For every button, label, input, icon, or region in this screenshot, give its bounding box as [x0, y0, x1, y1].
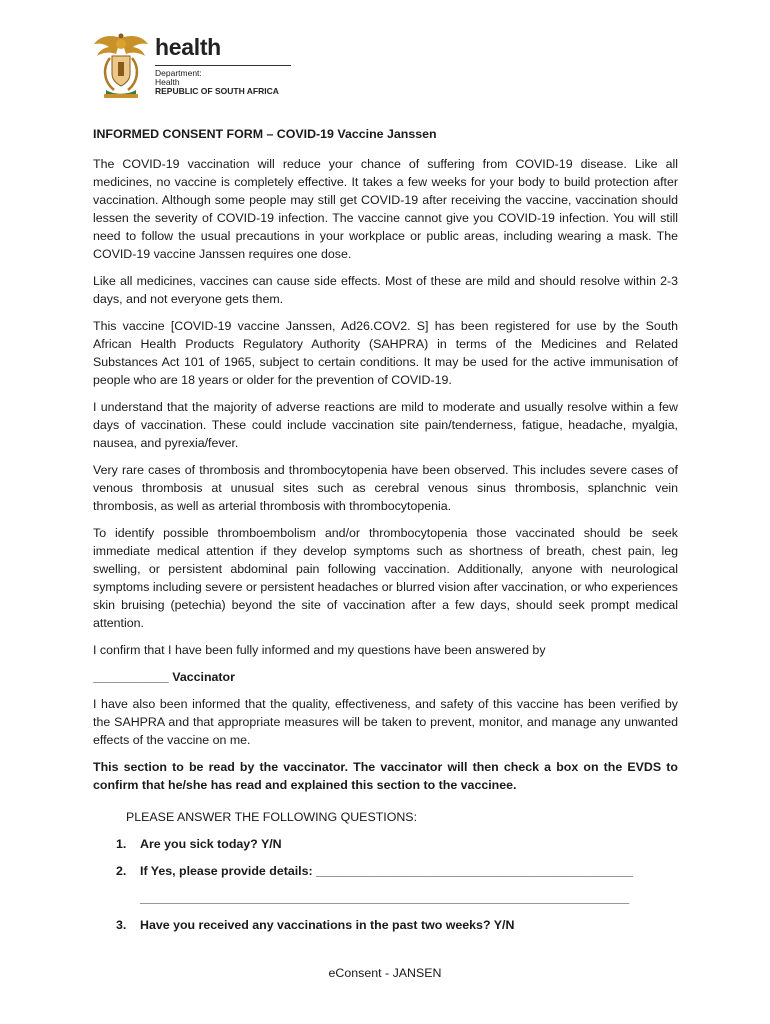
brand-line-department: Department:	[155, 68, 202, 78]
page-footer: eConsent - JANSEN	[328, 966, 442, 980]
department-header	[92, 32, 302, 102]
question-text: If Yes, please provide details: ______________________________________________	[140, 864, 634, 878]
form-title: INFORMED CONSENT FORM – COVID-19 Vaccine Janssen	[93, 127, 437, 141]
questions-list-continued	[93, 916, 678, 934]
question-text: Are you sick today? Y/N	[140, 837, 282, 851]
question-item	[93, 862, 678, 880]
question-number: 2.	[116, 864, 127, 878]
paragraph-vaccinator-instruction: This section to be read by the vaccinator. The vaccinator will then check a box on the EVDS to confirm that he/she has read and explained this section to the vaccinee.	[93, 760, 678, 792]
question-item	[93, 916, 678, 934]
question-number: 3.	[116, 918, 127, 932]
paragraph-confirmation: I confirm that I have been fully informed and my questions have been answered by	[93, 643, 546, 657]
questions-intro: PLEASE ANSWER THE FOLLOWING QUESTIONS:	[126, 810, 418, 824]
paragraph-registration: This vaccine [COVID-19 vaccine Janssen, Ad26.COV2. S] has been registered for use by the South African Health Products Regulatory Authority (SAHPRA) in terms of the Medicines and Related Substances Act 101 of 1965, subject to certain conditions. It may be used for the active immunisation of people who are 18 years or older for the prevention of COVID-19.	[93, 319, 678, 387]
brand-title: health	[155, 34, 221, 60]
brand-line-health: Health	[155, 77, 180, 87]
question-item	[93, 835, 678, 853]
brand-line-country: REPUBLIC OF SOUTH AFRICA	[155, 86, 279, 96]
question-number: 1.	[116, 837, 127, 851]
paragraph-sahpra-verification: I have also been informed that the quality, effectiveness, and safety of this vaccine has been verified by the SAHPRA and that appropriate measures will be taken to prevent, monitor, and manage any unwanted effects of the vaccine on me.	[93, 697, 678, 747]
paragraph-adverse-reactions: I understand that the majority of adverse reactions are mild to moderate and usually resolve within a few days of vaccination. These could include vaccination site pain/tenderness, fatigue, headache, myalgia, nausea, and pyrexia/fever.	[93, 400, 678, 450]
question-text: Have you received any vaccinations in the past two weeks? Y/N	[140, 918, 515, 932]
vaccinator-signature-line: ___________ Vaccinator	[93, 670, 235, 684]
paragraph-side-effects: Like all medicines, vaccines can cause side effects. Most of these are mild and should resolve within 2-3 days, and not everyone gets them.	[93, 274, 678, 306]
paragraph-thrombosis: Very rare cases of thrombosis and thrombocytopenia have been observed. This includes severe cases of venous thrombosis at unusual sites such as cerebral venous sinus thrombosis, splanchnic vein thrombosis, as well as arterial thrombosis with thrombocytopenia.	[93, 463, 678, 513]
coat-of-arms-icon	[92, 32, 150, 100]
details-continuation-line: _______________________________________________________________________	[140, 891, 630, 905]
consent-form-body	[93, 125, 678, 943]
brand-divider	[155, 65, 291, 66]
paragraph-vaccination-benefit: The COVID-19 vaccination will reduce your chance of suffering from COVID-19 disease. Like all medicines, no vaccine is completely effective. It takes a few weeks for your body to build protection after vaccination. Although some people may still get COVID-19 after receiving the vaccine, vaccination should lessen the severity of COVID-19 infection. The vaccine cannot give you COVID-19 infection. You will still need to follow the usual precautions in your workplace or public areas, including wearing a mask. The COVID-19 vaccine Janssen requires one dose.	[93, 157, 678, 261]
paragraph-seek-attention: To identify possible thromboembolism and/or thrombocytopenia those vaccinated should be seek immediate medical attention if they develop symptoms such as shortness of breath, chest pain, leg swelling, or persistent abdominal pain following vaccination. Additionally, anyone with neurological symptoms including severe or persistent headaches or blurred vision after vaccination, or who experiences skin bruising (petechia) beyond the site of vaccination after a few days, should seek prompt medical attention.	[93, 526, 678, 630]
questions-list	[93, 835, 678, 880]
